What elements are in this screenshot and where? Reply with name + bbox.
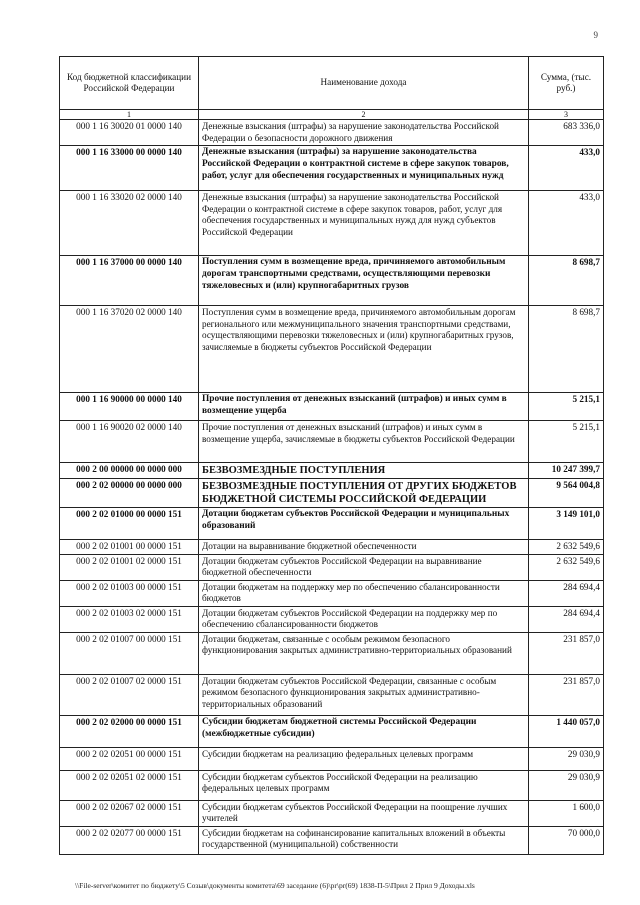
row-sum: 231 857,0 (529, 674, 604, 715)
table-row (60, 747, 604, 770)
table-row (60, 770, 604, 800)
row-code: 000 1 16 33000 00 0000 140 (60, 146, 199, 191)
table-row (60, 580, 604, 606)
row-name: Дотации бюджетам субъектов Российской Федерации и муниципальных образований (199, 508, 529, 540)
column-number: 3 (529, 110, 604, 120)
row-name: Дотации бюджетам субъектов Российской Федерации на поддержку мер по обеспечению сбалансированности бюджетов (199, 606, 529, 632)
table-row (60, 632, 604, 674)
row-code: 000 2 02 01007 00 0000 151 (60, 632, 199, 674)
row-name: БЕЗВОЗМЕЗДНЫЕ ПОСТУПЛЕНИЯ (199, 463, 529, 479)
row-code: 000 2 02 01003 02 0000 151 (60, 606, 199, 632)
row-name: Дотации бюджетам на поддержку мер по обеспечению сбалансированности бюджетов (199, 580, 529, 606)
header-name: Наименование дохода (199, 57, 529, 110)
row-code: 000 1 16 90000 00 0000 140 (60, 393, 199, 421)
row-code: 000 2 02 01003 00 0000 151 (60, 580, 199, 606)
row-name: Денежные взыскания (штрафы) за нарушение законодательства Российской Федерации о контрактной системе в сфере закупок товаров, работ, услуг для обеспечения государственных и муниципальных нужд (199, 146, 529, 191)
row-code: 000 2 02 02067 02 0000 151 (60, 800, 199, 826)
row-sum: 683 336,0 (529, 120, 604, 146)
footer-file-path: \\File-server\комитет по бюджету\5 Созыв\документы комитета\69 заседание (6)\pr\pr(69) 1838-П-5\Прил 2 Прил 9 Доходы.xls (75, 881, 475, 890)
row-sum: 29 030,9 (529, 747, 604, 770)
row-sum: 2 632 549,6 (529, 540, 604, 555)
row-sum: 433,0 (529, 191, 604, 256)
row-code: 000 1 16 33020 02 0000 140 (60, 191, 199, 256)
table-row (60, 715, 604, 747)
table-header-row (60, 57, 604, 110)
row-code: 000 1 16 37000 00 0000 140 (60, 256, 199, 306)
table-row (60, 674, 604, 715)
row-sum: 231 857,0 (529, 632, 604, 674)
header-code: Код бюджетной классификации Российской Федерации (60, 57, 199, 110)
table-row (60, 146, 604, 191)
row-name: Субсидии бюджетам субъектов Российской Федерации на поощрение лучших учителей (199, 800, 529, 826)
table-row (60, 800, 604, 826)
header-sum: Сумма, (тыс. руб.) (529, 57, 604, 110)
revenue-table (59, 56, 604, 855)
row-name: Прочие поступления от денежных взысканий (штрафов) и иных сумм в возмещение ущерба, зачисляемые в бюджеты субъектов Российской Федерации (199, 421, 529, 463)
row-code: 000 1 16 30020 01 0000 140 (60, 120, 199, 146)
row-code: 000 2 02 02051 00 0000 151 (60, 747, 199, 770)
row-sum: 9 564 004,8 (529, 479, 604, 508)
row-sum: 70 000,0 (529, 826, 604, 854)
row-name: Денежные взыскания (штрафы) за нарушение законодательства Российской Федерации о контрактной системе в сфере закупок товаров, работ, услуг для обеспечения государственных и муниципальных нужд для нужд субъектов Российской Федерации (199, 191, 529, 256)
table-row (60, 256, 604, 306)
row-code: 000 2 02 02077 00 0000 151 (60, 826, 199, 854)
row-code: 000 2 02 00000 00 0000 000 (60, 479, 199, 508)
table-row (60, 508, 604, 540)
row-name: Субсидии бюджетам на реализацию федеральных целевых программ (199, 747, 529, 770)
row-sum: 5 215,1 (529, 421, 604, 463)
row-name: БЕЗВОЗМЕЗДНЫЕ ПОСТУПЛЕНИЯ ОТ ДРУГИХ БЮДЖЕТОВ БЮДЖЕТНОЙ СИСТЕМЫ РОССИЙСКОЙ ФЕДЕРАЦИИ (199, 479, 529, 508)
row-name: Дотации на выравнивание бюджетной обеспеченности (199, 540, 529, 555)
row-code: 000 1 16 37020 02 0000 140 (60, 306, 199, 393)
row-code: 000 2 02 02051 02 0000 151 (60, 770, 199, 800)
table-row (60, 479, 604, 508)
row-code: 000 2 00 00000 00 0000 000 (60, 463, 199, 479)
row-sum: 29 030,9 (529, 770, 604, 800)
row-name: Поступления сумм в возмещение вреда, причиняемого автомобильным дорогам регионального или межмуниципального значения транспортными средствами, осуществляющими перевозки тяжеловесных и (или) крупногабаритных грузов, зачисляемые в бюджеты субъектов Российской Федерации (199, 306, 529, 393)
row-sum: 5 215,1 (529, 393, 604, 421)
row-code: 000 2 02 01001 02 0000 151 (60, 554, 199, 580)
row-name: Дотации бюджетам субъектов Российской Федерации, связанные с особым режимом безопасного функционирования закрытых административно-территориальных образований (199, 674, 529, 715)
row-name: Прочие поступления от денежных взысканий (штрафов) и иных сумм в возмещение ущерба (199, 393, 529, 421)
row-name: Субсидии бюджетам бюджетной системы Российской Федерации (межбюджетные субсидии) (199, 715, 529, 747)
row-name: Денежные взыскания (штрафы) за нарушение законодательства Российской Федерации о безопасности дорожного движения (199, 120, 529, 146)
table-row (60, 606, 604, 632)
row-sum: 2 632 549,6 (529, 554, 604, 580)
table-row (60, 463, 604, 479)
table-row (60, 826, 604, 854)
row-name: Поступления сумм в возмещение вреда, причиняемого автомобильным дорогам транспортными средствами, осуществляющими перевозки тяжеловесных и (или) крупногабаритных грузов (199, 256, 529, 306)
row-sum: 284 694,4 (529, 580, 604, 606)
row-sum: 8 698,7 (529, 256, 604, 306)
row-code: 000 2 02 01001 00 0000 151 (60, 540, 199, 555)
table-row (60, 540, 604, 555)
column-number: 2 (199, 110, 529, 120)
row-name: Дотации бюджетам субъектов Российской Федерации на выравнивание бюджетной обеспеченности (199, 554, 529, 580)
row-name: Субсидии бюджетам на софинансирование капитальных вложений в объекты государственной (муниципальной) собственности (199, 826, 529, 854)
table-row (60, 554, 604, 580)
row-code: 000 2 02 01000 00 0000 151 (60, 508, 199, 540)
row-code: 000 1 16 90020 02 0000 140 (60, 421, 199, 463)
row-code: 000 2 02 02000 00 0000 151 (60, 715, 199, 747)
column-number-row (60, 110, 604, 120)
row-name: Дотации бюджетам, связанные с особым режимом безопасного функционирования закрытых административно-территориальных образований (199, 632, 529, 674)
table-row (60, 421, 604, 463)
row-sum: 10 247 399,7 (529, 463, 604, 479)
row-sum: 3 149 101,0 (529, 508, 604, 540)
page-number: 9 (593, 30, 598, 40)
table-row (60, 306, 604, 393)
table-row (60, 120, 604, 146)
column-number: 1 (60, 110, 199, 120)
row-sum: 8 698,7 (529, 306, 604, 393)
row-sum: 1 440 057,0 (529, 715, 604, 747)
row-sum: 1 600,0 (529, 800, 604, 826)
row-sum: 284 694,4 (529, 606, 604, 632)
row-code: 000 2 02 01007 02 0000 151 (60, 674, 199, 715)
table-row (60, 191, 604, 256)
row-sum: 433,0 (529, 146, 604, 191)
table-row (60, 393, 604, 421)
row-name: Субсидии бюджетам субъектов Российской Федерации на реализацию федеральных целевых программ (199, 770, 529, 800)
